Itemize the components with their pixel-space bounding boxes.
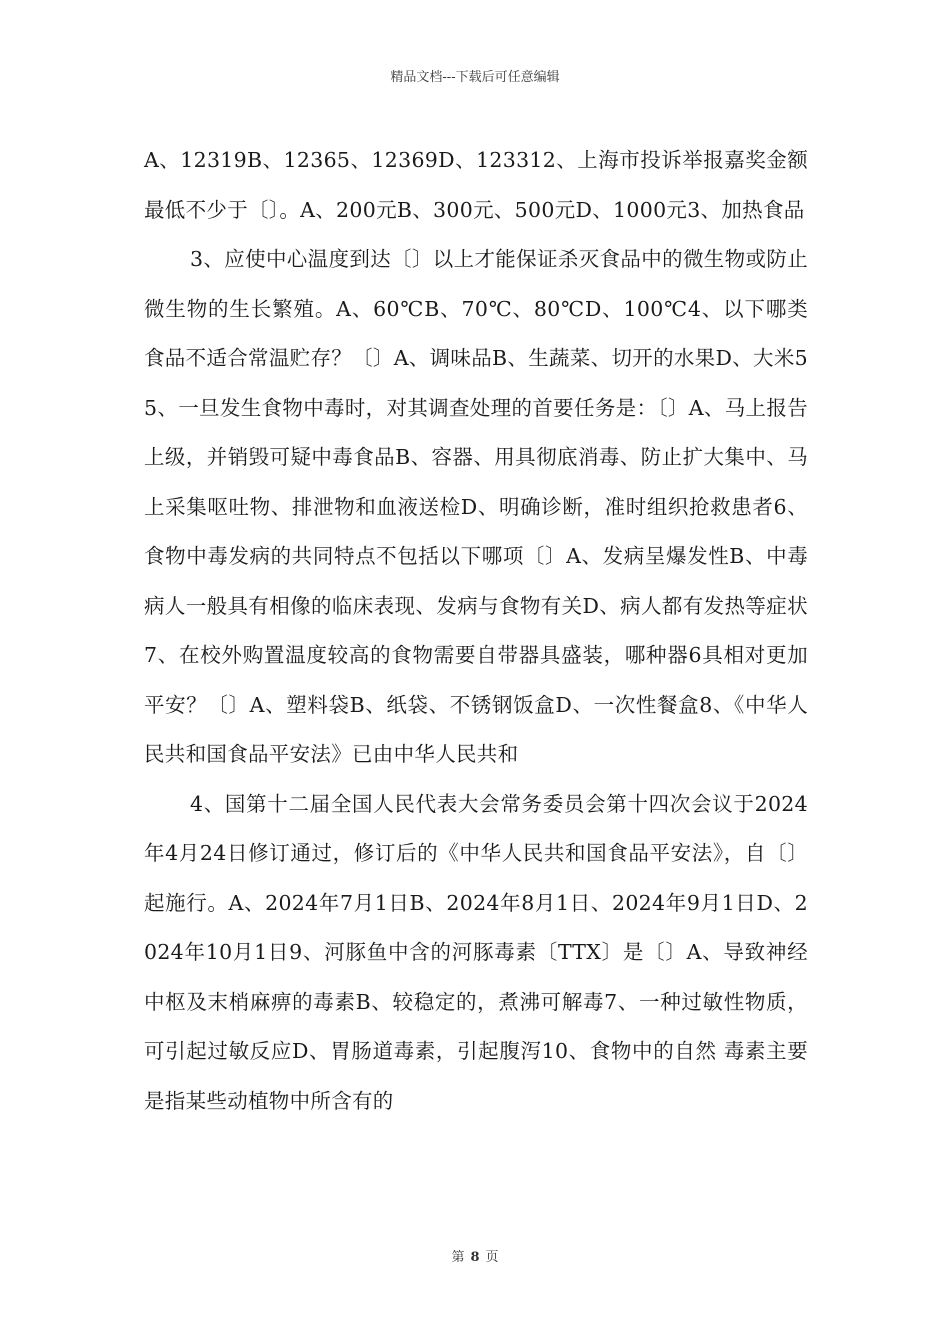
page-number-suffix: 页 <box>485 1250 499 1265</box>
page-number-prefix: 第 <box>451 1250 465 1265</box>
page-header: 精品文档---下载后可任意编辑 <box>390 70 560 85</box>
paragraph-1: A、12319B、12365、12369D、123312、上海市投诉举报嘉奖金额最低不少于〔〕。A、200元B、300元、500元D、1000元3、加热食品 <box>144 148 808 222</box>
document-body <box>144 136 808 1126</box>
page-number: 8 <box>470 1250 480 1265</box>
paragraph-2: 3、应使中心温度到达〔〕以上才能保证杀灭食品中的微生物或防止微生物的生长繁殖。A、60℃B、70℃、80℃D、100℃4、以下哪类食品不适合常温贮存？〔〕A、调味品B、生蔬菜、切开的水果D、大米55、一旦发生食物中毒时，对其调查处理的首要任务是：〔〕A、马上报告上级，并销毁可疑中毒食品B、容器、用具彻底消毒、防止扩大集中、马上采集呕吐物、排泄物和血液送检D、明确诊断，准时组织抢救患者6、食物中毒发病的共同特点不包括以下哪项〔〕A、发病呈爆发性B、中毒病人一般具有相像的临床表现、发病与食物有关D、病人都有发热等症状7、在校外购置温度较高的食物需要自带器具盛装，哪种器6具相对更加平安？〔〕A、塑料袋B、纸袋、不锈钢饭盒D、一次性餐盒8、《中华人民共和国食品平安法》已由中华人民共和 <box>144 247 808 766</box>
paragraph-3: 4、国第十二届全国人民代表大会常务委员会第十四次会议于2024年4月24日修订通过，修订后的《中华人民共和国食品平安法》，自〔〕起施行。A、2024年7月1日B、2024年8月1日、2024年9月1日D、2024年10月1日9、河豚鱼中含的河豚毒素〔TTX〕是〔〕A、导致神经中枢及末梢麻痹的毒素B、较稳定的，煮沸可解毒7、一种过敏性物质，可引起过敏反应D、胃肠道毒素，引起腹泻10、食物中的自然 毒素主要是指某些动植物中所含有的 <box>144 791 808 1113</box>
page-footer <box>0 1246 950 1265</box>
